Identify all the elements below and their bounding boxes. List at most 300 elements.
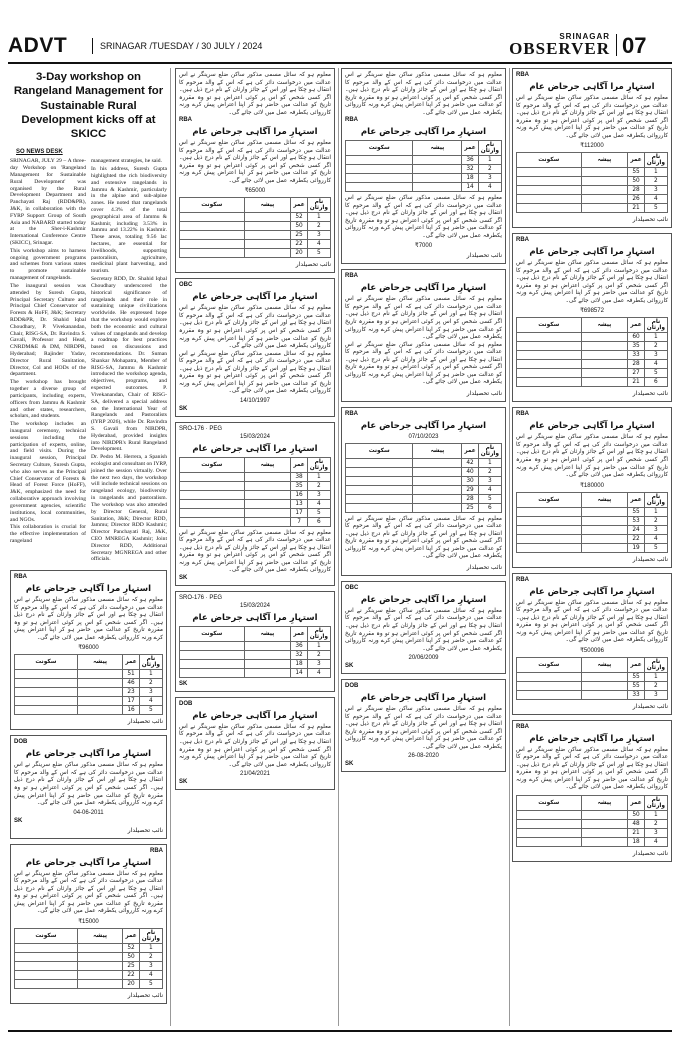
- row-age: 24: [628, 525, 644, 534]
- column-3: [341, 68, 506, 1026]
- row-age: 25: [123, 961, 139, 970]
- table-row: [180, 472, 331, 481]
- table-header-cell: پیشہ: [581, 153, 628, 168]
- table-header-cell: نام وارثان: [644, 153, 667, 168]
- row-number: 1: [478, 458, 501, 467]
- table-header-cell: پیشہ: [413, 443, 462, 458]
- notice-tag: RBA: [179, 117, 192, 124]
- table-row: [15, 706, 163, 715]
- table-header-row: [517, 318, 668, 333]
- row-occupation: [244, 213, 291, 222]
- table-row: [180, 659, 331, 668]
- row-age: 32: [291, 650, 307, 659]
- table-header-cell: سکونت: [180, 198, 245, 213]
- row-residence: [517, 342, 582, 351]
- table-header-row: [346, 443, 502, 458]
- row-number: 1: [307, 472, 330, 481]
- row-residence: [346, 183, 413, 192]
- row-number: 1: [478, 156, 501, 165]
- row-occupation: [581, 378, 628, 387]
- heirs-table: [345, 443, 502, 513]
- row-age: 18: [462, 174, 478, 183]
- notice-title: استہارِ مرا آگاہی جرحاض عام: [25, 584, 152, 595]
- row-occupation: [244, 231, 291, 240]
- legal-notice: [10, 570, 167, 730]
- row-residence: [15, 688, 78, 697]
- row-residence: [15, 952, 78, 961]
- row-number: 5: [307, 508, 330, 517]
- row-residence: [180, 249, 245, 258]
- notice-date: 21/04/2021: [239, 771, 271, 778]
- table-row: [180, 641, 331, 650]
- row-residence: [180, 472, 245, 481]
- table-header-cell: نام وارثان: [644, 318, 667, 333]
- row-age: 23: [123, 688, 139, 697]
- notice-signature: نائب تحصیلدار: [632, 702, 668, 710]
- table-header-cell: سکونت: [180, 457, 245, 472]
- row-number: 2: [644, 516, 667, 525]
- legal-notice: [512, 573, 672, 715]
- row-age: 13: [291, 499, 307, 508]
- table-header-cell: عمر: [462, 443, 478, 458]
- row-residence: [15, 979, 78, 988]
- table-header-cell: عمر: [123, 655, 139, 670]
- table-header-cell: پیشہ: [581, 492, 628, 507]
- row-number: 3: [307, 659, 330, 668]
- row-number: 2: [644, 177, 667, 186]
- table-header-cell: نام وارثان: [307, 626, 330, 641]
- table-header-cell: عمر: [628, 795, 644, 810]
- row-occupation: [413, 485, 462, 494]
- row-number: 4: [307, 668, 330, 677]
- table-row: [180, 222, 331, 231]
- table-header-cell: نام وارثان: [139, 928, 162, 943]
- row-number: 2: [139, 679, 162, 688]
- notice-signature: نائب تحصیلدار: [632, 216, 668, 224]
- notice-amount: ₹180000: [580, 482, 604, 489]
- masthead: [0, 0, 680, 66]
- table-row: [517, 333, 668, 342]
- row-number: 3: [478, 476, 501, 485]
- table-header-cell: سکونت: [15, 655, 78, 670]
- article-column-right: [91, 158, 167, 564]
- row-age: 28: [462, 494, 478, 503]
- legal-notice: [175, 422, 335, 586]
- row-number: 3: [644, 351, 667, 360]
- article-paragraph: The workshop includes an inaugural ceremony, technical sessions including the participation of experts, online, and field visits. During the inaugural session, Principal Secretary Culture, Suresh Gupta, who also serves as the Principal Chief Conservator of Forests & Head of Forest Force (HoFF), J&K, emphasized the need for collaborative approach involving government agencies, scientific institutions, local communities, and NGOs.: [10, 421, 86, 523]
- notice-signature: نائب تحصیلدار: [127, 991, 163, 999]
- notice-body: معلوم ہو کہ سائل مسمی مذکور ساکن ضلع سرینگر نے اس عدالت میں درخواست دائر کی ہے کہ اس کے والد مرحوم کا انتقال ہو چکا ہے اور اس کے جائز وارثان کے نام درج ذیل ہیں۔ اگر کسی شخص کو اس پر کوئی اعتراض ہو تو وہ مقررہ تاریخ کو عدالت میں حاضر ہو کر اپنا اعتراض پیش کرے ورنہ کارروائی یکطرفہ عمل میں لائی جائے گی۔: [345, 706, 502, 750]
- table-row: [517, 819, 668, 828]
- table-row: [517, 342, 668, 351]
- legal-notice: [175, 591, 335, 692]
- page-number: 07: [622, 33, 647, 58]
- heirs-table: [179, 457, 331, 527]
- row-age: 22: [291, 240, 307, 249]
- row-occupation: [244, 517, 291, 526]
- table-row: [517, 690, 668, 699]
- row-age: 55: [628, 168, 644, 177]
- notice-tag: SRO-176: [179, 594, 205, 601]
- row-residence: [180, 490, 245, 499]
- row-number: 4: [478, 183, 501, 192]
- table-row: [15, 970, 163, 979]
- row-number: 1: [644, 168, 667, 177]
- row-number: 4: [307, 240, 330, 249]
- table-header-cell: عمر: [628, 657, 644, 672]
- table-row: [517, 543, 668, 552]
- row-occupation: [581, 186, 628, 195]
- table-header-row: [15, 928, 163, 943]
- table-header-cell: نام وارثان: [644, 795, 667, 810]
- notice-tag: DOB: [14, 739, 28, 746]
- row-residence: [15, 970, 78, 979]
- row-occupation: [244, 668, 291, 677]
- notice-date: 15/03/2024: [239, 602, 271, 609]
- row-occupation: [244, 508, 291, 517]
- legal-notice: [341, 407, 506, 576]
- row-residence: [180, 641, 245, 650]
- table-header-row: [15, 655, 163, 670]
- table-header-cell: سکونت: [517, 492, 582, 507]
- row-occupation: [581, 351, 628, 360]
- row-age: 28: [628, 186, 644, 195]
- heirs-table: [516, 657, 668, 700]
- row-age: 50: [291, 222, 307, 231]
- row-number: 5: [139, 979, 162, 988]
- row-residence: [346, 174, 413, 183]
- notice-signature: نائب تحصیلدار: [466, 252, 502, 260]
- row-residence: [517, 810, 582, 819]
- row-occupation: [581, 690, 628, 699]
- row-number: 2: [644, 819, 667, 828]
- row-residence: [517, 507, 582, 516]
- row-occupation: [581, 525, 628, 534]
- article-paragraph: The inaugural session was attended by Suresh Gupta, Principal Secretary Culture and Principal Chief Conservator of Forests & HoFF, J&K; Secretary RDD&PR, Dr. Shahid Iqbal Choudhary, P. Vivekanandan, Chair, RISG-SA, Dr. Ravindra S. Gavali, Professor and Head, CNRDM&E & DM, NIRDPR, Hyderabad; Rajinder Yadav, Director Rural Sanitation, Director, Col and HODs of the department.: [10, 282, 86, 378]
- legal-notice: [341, 68, 506, 264]
- row-age: 32: [462, 165, 478, 174]
- notice-title: استہارِ مرا آگاہی جرحاض عام: [360, 693, 487, 704]
- row-residence: [517, 195, 582, 204]
- table-row: [517, 828, 668, 837]
- row-occupation: [77, 979, 122, 988]
- table-row: [180, 650, 331, 659]
- notice-ref: SRO-176 · PEG: [179, 425, 223, 432]
- legal-notice: [175, 278, 335, 416]
- row-age: 55: [628, 681, 644, 690]
- article-paragraph: SRINAGAR, JULY 29 – A three-day Workshop on 'Rangeland Management for Sustainable Rural Development' was organised by the Rural Development Department and Panchayati Raj (RDD&PR), J&K, in collaboration with the FYRP Support Group of South Asia and NABARD started today at the Sher-i-Kashmir International Conference Centre (SKICC), Srinagar.: [10, 158, 86, 246]
- row-occupation: [77, 952, 122, 961]
- row-age: 21: [628, 378, 644, 387]
- row-age: 25: [291, 231, 307, 240]
- row-residence: [517, 672, 582, 681]
- row-occupation: [581, 333, 628, 342]
- row-occupation: [581, 543, 628, 552]
- notice-title: استہارِ مرا آگاہی جرحاض عام: [360, 594, 487, 605]
- row-number: 5: [307, 249, 330, 258]
- row-residence: [517, 534, 582, 543]
- table-row: [15, 697, 163, 706]
- row-number: 5: [478, 494, 501, 503]
- table-row: [15, 670, 163, 679]
- table-header-cell: سکونت: [346, 141, 413, 156]
- table-header-cell: سکونت: [346, 443, 413, 458]
- table-header-cell: سکونت: [517, 795, 582, 810]
- row-number: 2: [307, 481, 330, 490]
- article-byline: SO NEWS DESK: [16, 149, 63, 156]
- column-1: [10, 68, 167, 1026]
- row-occupation: [244, 490, 291, 499]
- table-row: [517, 810, 668, 819]
- notice-tag: RBA: [150, 847, 163, 854]
- notice-tag: SK: [179, 405, 188, 412]
- row-number: 4: [307, 499, 330, 508]
- notice-date: 14/10/1997: [239, 397, 271, 404]
- row-occupation: [244, 641, 291, 650]
- row-residence: [346, 494, 413, 503]
- notice-tag: OBC: [345, 584, 359, 591]
- table-row: [15, 961, 163, 970]
- table-header-row: [180, 198, 331, 213]
- row-occupation: [581, 177, 628, 186]
- row-occupation: [581, 516, 628, 525]
- notice-amount: ₹112000: [580, 143, 604, 150]
- row-number: 3: [307, 231, 330, 240]
- table-row: [517, 168, 668, 177]
- row-residence: [180, 213, 245, 222]
- table-header-row: [346, 141, 502, 156]
- notice-date: 20/06/2009: [408, 655, 439, 662]
- row-number: 6: [307, 517, 330, 526]
- row-residence: [180, 240, 245, 249]
- row-age: 25: [462, 503, 478, 512]
- notice-body: معلوم ہو کہ سائل مسمی مذکور ساکن ضلع سرینگر نے اس عدالت میں درخواست دائر کی ہے کہ اس کے والد مرحوم کا انتقال ہو چکا ہے اور اس کے جائز وارثان کے نام درج ذیل ہیں۔ اگر کسی شخص کو اس پر کوئی اعتراض ہو تو وہ مقررہ تاریخ کو عدالت میں حاضر ہو کر اپنا اعتراض پیش کرے ورنہ کارروائی یکطرفہ عمل میں لائی جائے گی۔: [14, 762, 163, 807]
- row-number: 3: [478, 174, 501, 183]
- table-row: [346, 494, 502, 503]
- dateline: SRINAGAR /TUESDAY / 30 JULY / 2024: [100, 41, 263, 51]
- legal-notice: [512, 407, 672, 567]
- row-number: 4: [139, 970, 162, 979]
- notice-tag: SK: [345, 761, 354, 768]
- row-residence: [15, 670, 78, 679]
- row-age: 18: [628, 837, 644, 846]
- row-residence: [180, 668, 245, 677]
- notice-tag: RBA: [516, 576, 529, 583]
- table-row: [346, 156, 502, 165]
- notice-amount: ₹15000: [78, 918, 99, 925]
- table-row: [346, 458, 502, 467]
- row-occupation: [77, 706, 122, 715]
- legal-notice: [341, 581, 506, 674]
- row-number: 5: [644, 369, 667, 378]
- row-residence: [517, 819, 582, 828]
- notice-tag: SK: [179, 574, 188, 581]
- row-age: 18: [291, 659, 307, 668]
- row-occupation: [581, 681, 628, 690]
- table-header-cell: پیشہ: [581, 318, 628, 333]
- row-occupation: [413, 503, 462, 512]
- row-age: 17: [291, 508, 307, 517]
- row-residence: [517, 828, 582, 837]
- row-residence: [180, 508, 245, 517]
- notice-title: استہارِ مرا آگاہی جرحاض عام: [529, 733, 655, 744]
- table-header-cell: نام وارثان: [478, 141, 501, 156]
- row-occupation: [413, 183, 462, 192]
- table-header-cell: عمر: [628, 318, 644, 333]
- column-4: [512, 68, 672, 1026]
- masthead-divider: [92, 38, 93, 54]
- table-header-cell: پیشہ: [244, 198, 291, 213]
- row-occupation: [244, 472, 291, 481]
- table-row: [180, 213, 331, 222]
- notice-body: معلوم ہو کہ سائل مسمی مذکور ساکن ضلع سرینگر نے اس عدالت میں درخواست دائر کی ہے کہ اس کے والد مرحوم کا انتقال ہو چکا ہے اور اس کے جائز وارثان کے نام درج ذیل ہیں۔ اگر کسی شخص کو اس پر کوئی اعتراض ہو تو وہ مقررہ تاریخ کو عدالت میں حاضر ہو کر اپنا اعتراض پیش کرے ورنہ کارروائی یکطرفہ عمل میں لائی جائے گی۔: [516, 260, 668, 304]
- table-header-cell: عمر: [462, 141, 478, 156]
- row-age: 7: [291, 517, 307, 526]
- heirs-table-body: [517, 153, 668, 213]
- notice-amount: ₹96000: [78, 645, 99, 652]
- notice-ref: SRO-176 · PEG: [179, 594, 223, 601]
- table-header-row: [517, 153, 668, 168]
- row-occupation: [413, 174, 462, 183]
- notice-amount: ₹500096: [580, 647, 604, 654]
- table-row: [517, 186, 668, 195]
- row-age: 33: [628, 351, 644, 360]
- row-number: 4: [478, 485, 501, 494]
- notice-body: معلوم ہو کہ سائل مسمی مذکور ساکن ضلع سرینگر نے اس عدالت میں درخواست دائر کی ہے کہ اس کے والد مرحوم کا انتقال ہو چکا ہے اور اس کے جائز وارثان کے نام درج ذیل ہیں۔ اگر کسی شخص کو اس پر کوئی اعتراض ہو تو وہ مقررہ تاریخ کو عدالت میں حاضر ہو کر اپنا اعتراض پیش کرے ورنہ کارروائی یکطرفہ عمل میں لائی جائے گی۔: [345, 515, 502, 560]
- newspaper-logo: [500, 32, 610, 59]
- row-occupation: [413, 156, 462, 165]
- row-residence: [15, 697, 78, 706]
- row-occupation: [77, 670, 122, 679]
- row-age: 52: [291, 213, 307, 222]
- notice-title: استہارِ مرا آگاہی جرحاض عام: [25, 749, 152, 760]
- row-age: 50: [123, 952, 139, 961]
- heirs-table: [179, 626, 331, 678]
- table-row: [517, 681, 668, 690]
- row-residence: [346, 476, 413, 485]
- table-header-cell: سکونت: [15, 928, 78, 943]
- heirs-table-body: [517, 318, 668, 387]
- notice-amount: ₹7000: [414, 243, 433, 250]
- row-residence: [180, 499, 245, 508]
- row-residence: [517, 360, 582, 369]
- row-age: 60: [628, 333, 644, 342]
- notice-tag: SK: [179, 779, 188, 786]
- article-paragraph: Dr. Pedro M. Herrera, a Spanish ecologist and consultant on IYRP, joined the session virtually. Over the next two days, the workshop will include technical sessions on rangeland ecology, biodiversity in rangelands and pastoralism. The workshop was also attended by Director General, Rural Sanitation, J&K; Director RDD, Jammu; Director RDD Kashmir; Director Panchayati Raj, J&K, CEO MNREGA Kashmir; Joint Director RDD, Additional Secretary MGNREGA and other officials.: [91, 454, 167, 563]
- table-row: [180, 249, 331, 258]
- table-header-cell: نام وارثان: [139, 655, 162, 670]
- heirs-table: [516, 795, 668, 847]
- row-age: 20: [291, 249, 307, 258]
- row-occupation: [77, 961, 122, 970]
- notice-body: معلوم ہو کہ سائل مسمی مذکور ساکن ضلع سرینگر نے اس عدالت میں درخواست دائر کی ہے کہ اس کے والد مرحوم کا انتقال ہو چکا ہے اور اس کے جائز وارثان کے نام درج ذیل ہیں۔ اگر کسی شخص کو اس پر کوئی اعتراض ہو تو وہ مقررہ تاریخ کو عدالت میں حاضر ہو کر اپنا اعتراض پیش کرے ورنہ کارروائی یکطرفہ عمل میں لائی جائے گی۔: [345, 341, 502, 386]
- table-row: [346, 165, 502, 174]
- table-row: [517, 672, 668, 681]
- row-occupation: [244, 659, 291, 668]
- notice-date: 07/10/2023: [408, 433, 439, 440]
- table-header-cell: پیشہ: [244, 626, 291, 641]
- row-occupation: [581, 534, 628, 543]
- notice-signature: نائب تحصیلدار: [466, 563, 502, 571]
- row-residence: [346, 165, 413, 174]
- table-header-cell: پیشہ: [244, 457, 291, 472]
- table-row: [517, 360, 668, 369]
- notice-tag: RBA: [516, 237, 529, 244]
- row-age: 52: [123, 943, 139, 952]
- table-header-cell: نام وارثان: [644, 657, 667, 672]
- notice-date: 04-06-2011: [73, 809, 104, 816]
- row-age: 36: [291, 641, 307, 650]
- row-occupation: [581, 672, 628, 681]
- row-number: 4: [139, 697, 162, 706]
- row-number: 2: [307, 650, 330, 659]
- row-number: 3: [644, 828, 667, 837]
- row-age: 29: [462, 485, 478, 494]
- notice-tag: SK: [345, 663, 354, 670]
- table-row: [517, 177, 668, 186]
- row-number: 2: [139, 952, 162, 961]
- notice-body: معلوم ہو کہ سائل مسمی مذکور ساکن ضلع سرینگر نے اس عدالت میں درخواست دائر کی ہے کہ اس کے والد مرحوم کا انتقال ہو چکا ہے اور اس کے جائز وارثان کے نام درج ذیل ہیں۔ اگر کسی شخص کو اس پر کوئی اعتراض ہو تو وہ مقررہ تاریخ کو عدالت میں حاضر ہو کر اپنا اعتراض پیش کرے ورنہ کارروائی یکطرفہ عمل میں لائی جائے گی۔: [14, 870, 163, 915]
- row-occupation: [581, 342, 628, 351]
- row-number: 6: [644, 378, 667, 387]
- row-residence: [517, 351, 582, 360]
- row-number: 3: [644, 525, 667, 534]
- row-age: 21: [628, 828, 644, 837]
- row-age: 30: [462, 476, 478, 485]
- row-occupation: [581, 204, 628, 213]
- article-paragraph: This workshop aims to harness ongoing government programs and schemes from various states to promote sustainable management of rangelands.: [10, 247, 86, 282]
- notice-body: معلوم ہو کہ سائل مسمی مذکور ساکن ضلع سرینگر نے اس عدالت میں درخواست دائر کی ہے کہ اس کے والد مرحوم کا انتقال ہو چکا ہے اور اس کے جائز وارثان کے نام درج ذیل ہیں۔ اگر کسی شخص کو اس پر کوئی اعتراض ہو تو وہ مقررہ تاریخ کو عدالت میں حاضر ہو کر اپنا اعتراض پیش کرے ورنہ کارروائی یکطرفہ عمل میں لائی جائے گی۔: [516, 599, 668, 644]
- notice-title: استہارِ مرا آگاہی جرحاض عام: [360, 420, 487, 431]
- row-number: 3: [307, 490, 330, 499]
- table-row: [517, 507, 668, 516]
- row-residence: [517, 690, 582, 699]
- notice-tag: RBA: [14, 574, 27, 581]
- row-number: 5: [644, 543, 667, 552]
- table-header-row: [180, 626, 331, 641]
- notice-body: معلوم ہو کہ سائل مسمی مذکور ساکن ضلع سرینگر نے اس عدالت میں درخواست دائر کی ہے کہ اس کے والد مرحوم کا انتقال ہو چکا ہے اور اس کے جائز وارثان کے نام درج ذیل ہیں۔ اگر کسی شخص کو اس پر کوئی اعتراض ہو تو وہ مقررہ تاریخ کو عدالت میں حاضر ہو کر اپنا اعتراض پیش کرے ورنہ کارروائی یکطرفہ عمل میں لائی جائے گی۔: [516, 95, 668, 139]
- table-header-row: [180, 457, 331, 472]
- table-row: [15, 952, 163, 961]
- table-row: [180, 231, 331, 240]
- row-age: 26: [628, 195, 644, 204]
- heirs-table-body: [180, 198, 331, 258]
- row-occupation: [581, 810, 628, 819]
- notice-title: استہارِ مرا آگاہی جرحاض عام: [192, 612, 318, 623]
- row-occupation: [413, 165, 462, 174]
- section-label: ADVT: [8, 34, 68, 57]
- row-residence: [180, 650, 245, 659]
- legal-notice: [512, 233, 672, 402]
- notice-signature: نائب تحصیلدار: [127, 718, 163, 726]
- table-row: [517, 369, 668, 378]
- article-column-left: [10, 158, 86, 564]
- article-paragraph: Secretary RDD, Dr. Shahid Iqbal Choudhary underscored the historical significance of rangelands and their role in sustaining unique civilizations worldwide. He expressed hope that the workshop would explore both the economic and cultural values of rangelands and develop a roadmap for best practices based on discussions and recommendations. Dr. Suman Shankar Mohapatra, Member of RISG-SA, Jammu & Kashmir introduced the workshop agenda, objectives, programs, and expected outcomes. P. Vivekanandan, Chair of RISG-SA, delivered a special address on the International Year of Rangelands and Pastoralists (IYRP 2026), while Dr. Ravindra S. Gavali from NIRDPR, Hyderabad, provided insights into NIRDPR's Rural Rangeland Development.: [91, 276, 167, 453]
- row-occupation: [581, 819, 628, 828]
- row-residence: [180, 222, 245, 231]
- row-number: 1: [644, 333, 667, 342]
- row-number: 2: [644, 342, 667, 351]
- row-age: 42: [462, 458, 478, 467]
- row-residence: [517, 525, 582, 534]
- table-header-cell: عمر: [291, 626, 307, 641]
- heirs-table: [14, 654, 163, 715]
- heirs-table: [516, 152, 668, 213]
- row-occupation: [581, 507, 628, 516]
- row-residence: [180, 481, 245, 490]
- table-row: [517, 525, 668, 534]
- column-2: [175, 68, 335, 1026]
